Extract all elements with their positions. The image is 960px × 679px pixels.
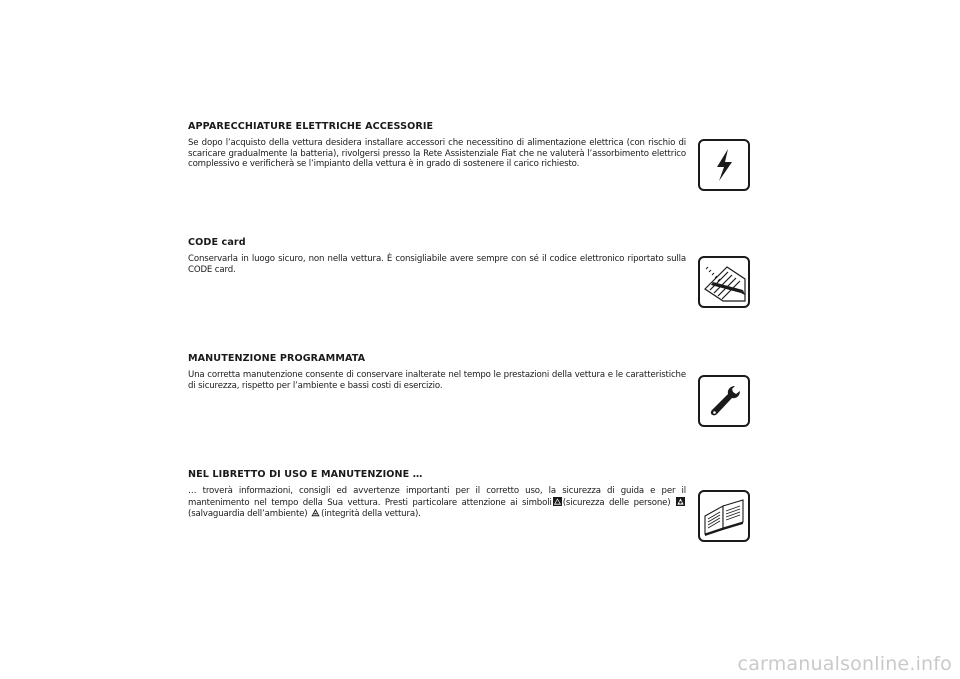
vehicle-integrity-symbol-icon [311,508,320,517]
section-body: Conservarla in luogo sicuro, non nella vettura. È consigliabile avere sempre con sé il codice elettronico riportato sulla CODE card. [188,254,686,275]
body-text-part: (salvaguardia dell’ambiente) [188,509,308,520]
section-title: MANUTENZIONE PROGRAMMATA [188,353,366,364]
personal-safety-symbol-icon [553,497,562,506]
notepad-pencil-icon [698,256,750,308]
watermark: carmanualsonline.info [737,653,952,675]
environment-symbol-icon [676,497,685,506]
section-electrical-accessories [188,121,686,170]
section-code-card [188,237,686,275]
lightning-bolt-icon [698,139,750,191]
section-body: Se dopo l’acquisto della vettura desidera installare accessori che necessitino di alimentazione elettrica (con rischio di scaricare gradualmente la batteria), rivolgersi presso la Rete Assistenziale Fiat che ne valuterà l’assorbimento elettrico complessivo e verificherà se l’impianto della vettura è in grado di sostenere il carico richiesto. [188,138,686,170]
section-scheduled-maintenance [188,353,686,391]
wrench-icon [698,375,750,427]
body-text-part: (integrità della vettura). [321,509,421,520]
section-title: NEL LIBRETTO DI USO E MANUTENZIONE … [188,469,423,480]
section-body: Una corretta manutenzione consente di conservare inalterate nel tempo le prestazioni della vettura e le caratteristiche di sicurezza, rispetto per l’ambiente e bassi costi di esercizio. [188,370,686,391]
section-owner-handbook [188,469,686,520]
section-title: CODE card [188,237,246,248]
open-book-icon [698,490,750,542]
section-title: APPARECCHIATURE ELETTRICHE ACCESSORIE [188,121,434,132]
body-text-part: … troverà informazioni, consigli ed avvertenze importanti per il corretto uso, la sicurezza di guida e per il mantenimento nel tempo della Sua vettura. Presti particolare attenzione ai simboli [188,486,686,508]
section-body [188,486,686,520]
body-text-part: (sicurezza delle persone) [562,497,671,508]
